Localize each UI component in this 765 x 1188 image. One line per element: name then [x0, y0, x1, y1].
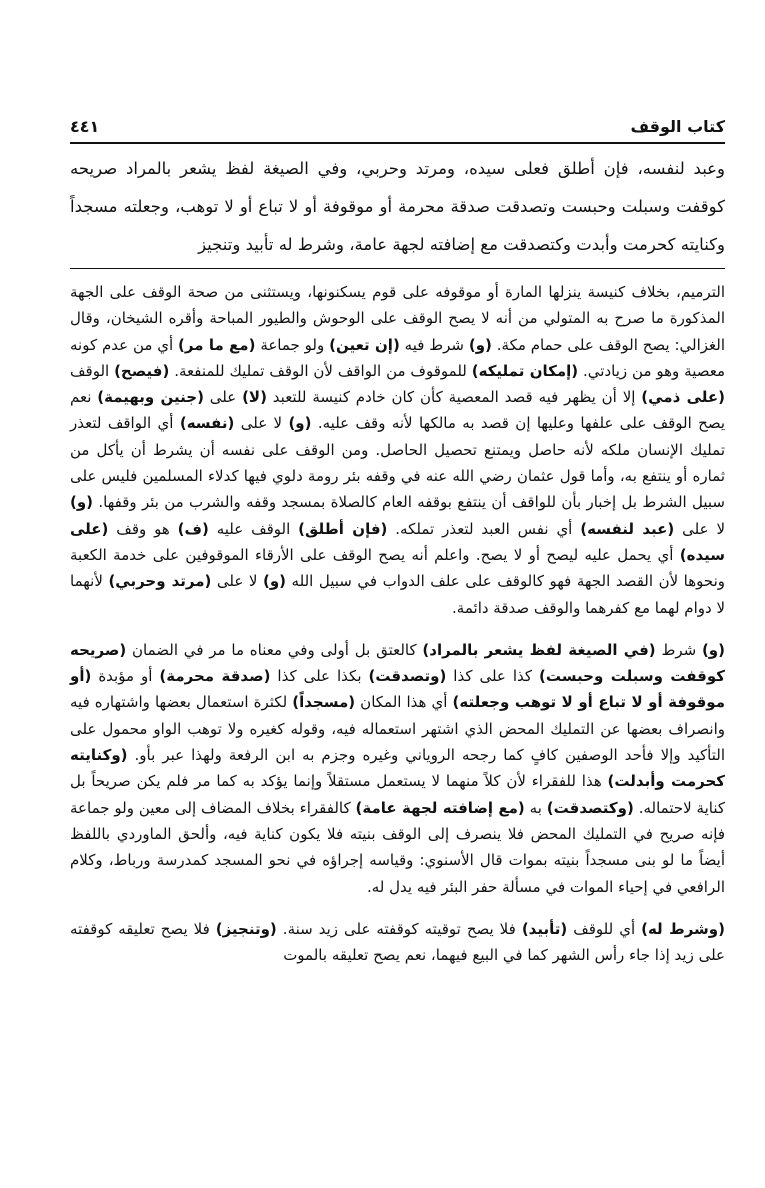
- commentary-text: على: [203, 388, 243, 407]
- quoted-main-text: (و): [262, 572, 287, 591]
- quoted-main-text: (مع إضافته لجهة عامة): [355, 798, 525, 817]
- quoted-main-text: (أو موقوفة أو لا تباع أو لا توهب وجعلته): [70, 667, 725, 712]
- quoted-main-text: (مع ما مر): [178, 335, 256, 354]
- running-title: كتاب الوقف: [630, 117, 725, 136]
- commentary-text: به: [524, 798, 547, 817]
- commentary-text: هذا للفقراء لأن كلاً منهما لا يستعمل مستقلاً وإنما يؤكد به كما مر فلم يكن صريحاً بل كناية لاحتماله.: [70, 772, 725, 817]
- quoted-main-text: (إن تعين): [329, 335, 400, 354]
- commentary-text: أي الواقف لتعذر تمليك الإنسان ملكه لأنه حاصل ويمتنع تحصيل الحاصل. ومن الوقف على نفسه أن يشرط أن يأكل من ثماره أو ينتفع به، وأما قول عثمان رضي الله عنه في وقفه بئر رومة دلوي فيها كدلاء المسلمين فليس على سبيل الشرط بل إخبار بأن للواقف أن ينتفع بوقفه العام كالصلاة بمسجد وقفه والشرب من بئر وقفها.: [70, 414, 725, 512]
- commentary: [70, 279, 725, 968]
- commentary-paragraph-2: [70, 637, 725, 900]
- quoted-main-text: (و): [468, 335, 492, 354]
- commentary-text: كالفقراء بخلاف المضاف إلى معين ولو جماعة فإنه صريح في التمليك المحض فلا ينصرف إلى الوقف بنيته فلا يكون كناية فيه، وألحق الماوردي باللفظ أيضاً ما لو بنى مسجداً بنيته بموات قال الأسنوي: وقياسه إجراؤه في نحو المسجد كمدرسة ورباط، وكلام الرافعي في إحياء الموات في مسألة حفر البئر فيه يدل له.: [70, 798, 725, 896]
- commentary-text: كذا على كذا: [446, 667, 540, 686]
- quoted-main-text: (على ذمي): [641, 388, 725, 407]
- commentary-paragraph-1: [70, 279, 725, 621]
- commentary-text: نعم يصح الوقف على علفها وعليها إن قصد به مالكها لأنه وقف عليه.: [70, 388, 725, 433]
- quoted-main-text: (صريحه كوقفت وسبلت وحبست): [70, 640, 725, 686]
- commentary-text: شرط: [655, 640, 702, 659]
- quoted-main-text: (لا): [242, 388, 267, 407]
- commentary-text: أي نفس العبد لتعذر تملكه.: [387, 519, 581, 538]
- commentary-text: بكذا على كذا: [270, 667, 369, 686]
- commentary-text: شرط فيه: [399, 335, 469, 354]
- quoted-main-text: (نفسه): [179, 414, 235, 433]
- quoted-main-text: (و): [70, 493, 94, 512]
- running-header: [70, 108, 725, 136]
- commentary-text: لأنهما لا دوام لهما مع كفرهما والوقف صدقة دائمة.: [70, 572, 725, 617]
- quoted-main-text: (مرتد وحربي): [108, 572, 212, 591]
- quoted-main-text: (و): [288, 414, 312, 433]
- commentary-text: كالعتق بل أولى وفي معناه ما مر في الضمان: [126, 640, 423, 659]
- quoted-main-text: (ف): [177, 519, 209, 538]
- quoted-main-text: (فإن أطلق): [298, 519, 388, 538]
- commentary-text: هو وقف: [108, 519, 178, 538]
- commentary-text: لا على: [674, 519, 725, 538]
- quoted-main-text: (جنين وبهيمة): [97, 388, 204, 407]
- commentary-text: أي يحمل عليه ليصح أو لا يصح. واعلم أنه يصح الوقف على الأرقاء الموقوفين على خدمة الكعبة ونحوها لأن القصد الجهة فهو كالوقف على علف الدواب في سبيل الله: [70, 545, 726, 591]
- quoted-main-text: (مسجداً): [292, 693, 356, 712]
- quoted-main-text: (صدقة محرمة): [159, 667, 271, 686]
- commentary-text: لا على: [211, 572, 263, 591]
- commentary-text: لا على: [234, 414, 289, 433]
- quoted-main-text: (و): [701, 640, 725, 659]
- quoted-main-text: (فيصح): [114, 361, 170, 380]
- quoted-main-text: (وكنايته كحرمت وأبدلت): [70, 746, 725, 791]
- commentary-text: فلا يصح توقيته كوقفته على زيد سنة.: [276, 919, 522, 938]
- text-commentary-separator: [70, 268, 725, 269]
- commentary-paragraph-3: [70, 916, 725, 969]
- page-number: ٤٤١: [70, 117, 100, 136]
- quoted-main-text: (وتنجيز): [215, 919, 277, 938]
- commentary-text: ولو جماعة: [255, 335, 330, 354]
- commentary-text: إلا أن يظهر فيه قصد المعصية كأن كان خادم كنيسة للتعبد: [266, 388, 642, 407]
- quoted-main-text: (وتصدقت): [368, 667, 447, 686]
- quoted-main-text: (إمكان تمليكه): [471, 361, 579, 380]
- main-text-paragraph: وعبد لنفسه، فإن أطلق فعلى سيده، ومرتد وحربي، وفي الصيغة لفظ يشعر بالمراد صريحه كوقفت وسبلت وحبست وتصدقت صدقة محرمة أو موقوفة أو لا تباع أو لا توهب، وجعلته مسجداً وكنايته كحرمت وأبدت وكتصدقت مع إضافته لجهة عامة، وشرط له تأبيد وتنجيز: [70, 159, 725, 254]
- commentary-text: أي هذا المكان: [355, 693, 453, 712]
- commentary-text: للموقوف من الواقف لأن الوقف تمليك للمنفعة.: [169, 361, 472, 380]
- commentary-text: لكثرة استعمال بعضها واشتهاره فيه وانصراف بعضها عن التمليك المحض الذي اشتهر استعماله فيه، وقوله كغيره ولا توهب الواو محمول على التأكيد وإلا فأحد الوصفين كافٍ كما رجحه الروياني وغيره وجزم به ابن الرفعة ولهذا عبر بأو.: [70, 693, 725, 765]
- commentary-text: فلا يصح تعليقه كوقفته على زيد إذا جاء رأس الشهر كما في البيع فيهما، نعم يصح تعليقه بالموت: [70, 919, 725, 965]
- header-rule: [70, 142, 725, 144]
- quoted-main-text: (عبد لنفسه): [580, 519, 675, 538]
- commentary-text: أي من عدم كونه معصية وهو من زيادتي.: [70, 335, 726, 380]
- book-page: [70, 108, 725, 968]
- quoted-main-text: (في الصيغة لفظ يشعر بالمراد): [422, 640, 656, 659]
- quoted-main-text: (وشرط له): [641, 919, 725, 938]
- commentary-text: الترميم، بخلاف كنيسة ينزلها المارة أو موقوفه على قوم يسكنونها، ويستثنى من صحة الوقف على الجهة المذكورة ما صرح به المتولي من أنه لا يصح الوقف على الوحوش والطيور المباحة وأقره الشيخان، وقال الغزالي: يصح الوقف على حمام مكة.: [70, 283, 726, 354]
- quoted-main-text: (على سيده): [70, 519, 725, 564]
- commentary-text: الوقف: [70, 361, 115, 380]
- main-text: [70, 150, 725, 264]
- commentary-text: أو مؤبدة: [91, 667, 160, 686]
- quoted-main-text: (تأبيد): [521, 919, 568, 938]
- commentary-text: الوقف عليه: [208, 519, 299, 538]
- quoted-main-text: (وكتصدقت): [546, 798, 634, 817]
- commentary-text: أي للوقف: [567, 919, 642, 938]
